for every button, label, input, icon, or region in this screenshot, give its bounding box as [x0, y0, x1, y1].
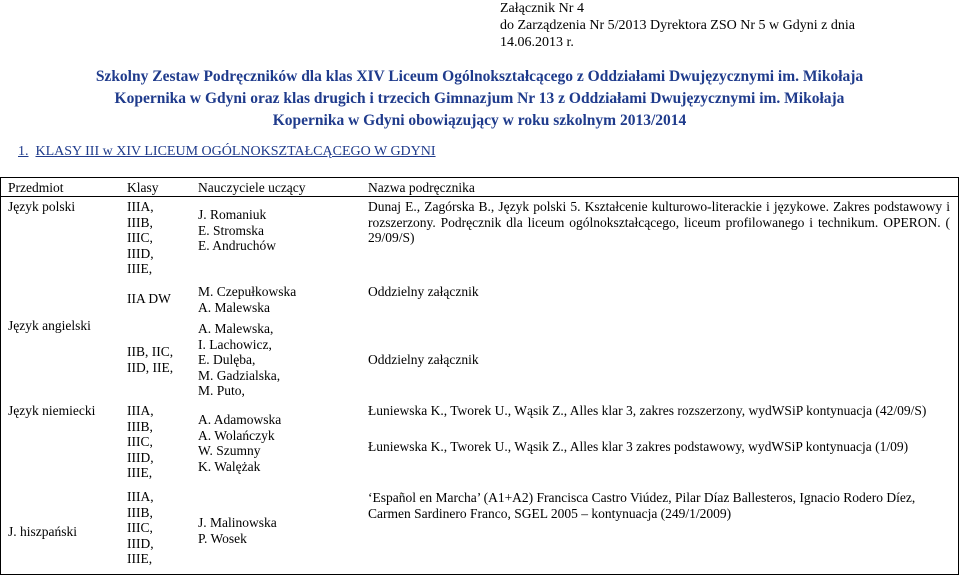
class-item: IIIA, [127, 489, 154, 504]
teacher-item: J. Romaniuk [198, 207, 267, 222]
header-classes: Klasy [127, 180, 159, 195]
class-item: IIB, IIC, [127, 344, 174, 359]
teachers-polish [198, 207, 276, 254]
class-item: IIIA, [127, 403, 154, 418]
annex-number: Załącznik Nr 4 [500, 1, 584, 16]
textbook-german-extended: Łuniewska K., Tworek U., Wąsik Z., Alles klar 3, zakres rozszerzony, wydWSiP kontynuacja (42/09/S) [368, 403, 927, 418]
class-item: IIID, [127, 449, 154, 465]
textbook-spanish: ‘Español en Marcha’ (A1+A2) Francisca Castro Viúdez, Pilar Díaz Ballesteros, Ignacio Rodero Díez, Carmen Sardinero Franco, SGEL 2005 – kontynuacja (249/1/2009) [368, 490, 916, 521]
classes-english-dw: IIA DW [127, 291, 171, 306]
class-item: IIIB, [127, 214, 153, 230]
teacher-item: M. Puto, [198, 383, 245, 398]
annex-date: 14.06.2013 r. [500, 35, 574, 50]
teacher-item: J. Malinowska [198, 515, 277, 530]
class-item: IIIE, [127, 551, 153, 566]
teacher-item: I. Lachowicz, [198, 336, 272, 352]
section-heading [18, 144, 436, 160]
teacher-item: A. Adamowska [198, 412, 282, 427]
teacher-item: A. Malewska [198, 299, 270, 315]
subject-polish: Język polski [8, 199, 76, 214]
class-item: IIIC, [127, 520, 153, 535]
header-bottom-border [0, 196, 959, 197]
classes-english [127, 344, 173, 375]
class-item: IIID, [127, 535, 154, 551]
annex-ordinance: do Zarządzenia Nr 5/2013 Dyrektora ZSO Nr 5 w Gdyni z dnia [500, 18, 855, 33]
subject-english: Język angielski [8, 318, 91, 333]
header-textbook: Nazwa podręcznika [368, 180, 475, 195]
subject-spanish: J. hiszpański [8, 524, 77, 539]
teachers-english [198, 321, 280, 399]
teacher-item: P. Wosek [198, 530, 247, 546]
teacher-item: M. Gadzialska, [198, 367, 281, 383]
teacher-item: M. Czepułkowska [198, 284, 297, 299]
table-left-border [0, 177, 1, 575]
teacher-item: A. Malewska, [198, 321, 274, 336]
class-item: IIIA, [127, 199, 154, 214]
section-title: KLASY III w XIV LICEUM OGÓLNOKSZTAŁCĄCEGO W GDYNI [35, 144, 436, 159]
class-item: IIIB, [127, 418, 153, 434]
teacher-item: E. Dulęba, [198, 352, 256, 367]
class-item: IIIE, [127, 465, 153, 480]
teachers-english-dw [198, 284, 296, 315]
class-item: IIIB, [127, 504, 153, 520]
class-item: IIIE, [127, 261, 153, 276]
teacher-item: A. Wolańczyk [198, 427, 275, 443]
class-item: IID, IIE, [127, 359, 174, 375]
textbook-german-basic: Łuniewska K., Tworek U., Wąsik Z., Alles klar 3 zakres podstawowy, wydWSiP kontynuacja (1/09) [368, 439, 909, 454]
table-top-border [0, 177, 959, 178]
textbook-english: Oddzielny załącznik [368, 352, 479, 367]
table-bottom-border [0, 574, 959, 575]
teachers-spanish [198, 515, 277, 546]
teacher-item: E. Stromska [198, 222, 264, 238]
document-title-line-3: Kopernika w Gdyni obowiązujący w roku szkolnym 2013/2014 [272, 112, 687, 129]
class-item: IIID, [127, 245, 154, 261]
header-teachers: Nauczyciele uczący [198, 180, 306, 195]
document-title-line-1: Szkolny Zestaw Podręczników dla klas XIV Liceum Ogólnokształcącego z Oddziałami Dwujęzycznymi im. Mikołaja [95, 68, 864, 85]
document-title-line-2: Kopernika w Gdyni oraz klas drugich i trzecich Gimnazjum Nr 13 z Oddziałami Dwujęzycznymi im. Mikołaja [114, 90, 845, 107]
annex-note [500, 0, 855, 51]
textbook-polish: Dunaj E., Zagórska B., Język polski 5. Kształcenie kulturowo-literackie i językowe. Zakres podstawowy i rozszerzony. Podręcznik dla liceum ogólnokształcącego, liceum profilowanego i technikum. OPERON. ( 29/09/S) [368, 199, 950, 245]
textbook-english-dw: Oddzielny załącznik [368, 284, 479, 299]
classes-german [127, 403, 154, 481]
teachers-german [198, 412, 281, 474]
teacher-item: W. Szumny [198, 443, 261, 458]
class-item: IIIC, [127, 434, 153, 449]
section-number: 1. [18, 144, 29, 159]
teacher-item: K. Walężak [198, 458, 261, 474]
classes-spanish [127, 489, 154, 567]
header-subject: Przedmiot [8, 180, 64, 195]
class-item: IIIC, [127, 230, 153, 245]
subject-german: Język niemiecki [8, 403, 96, 418]
teacher-item: E. Andruchów [198, 238, 276, 253]
classes-polish [127, 199, 154, 277]
